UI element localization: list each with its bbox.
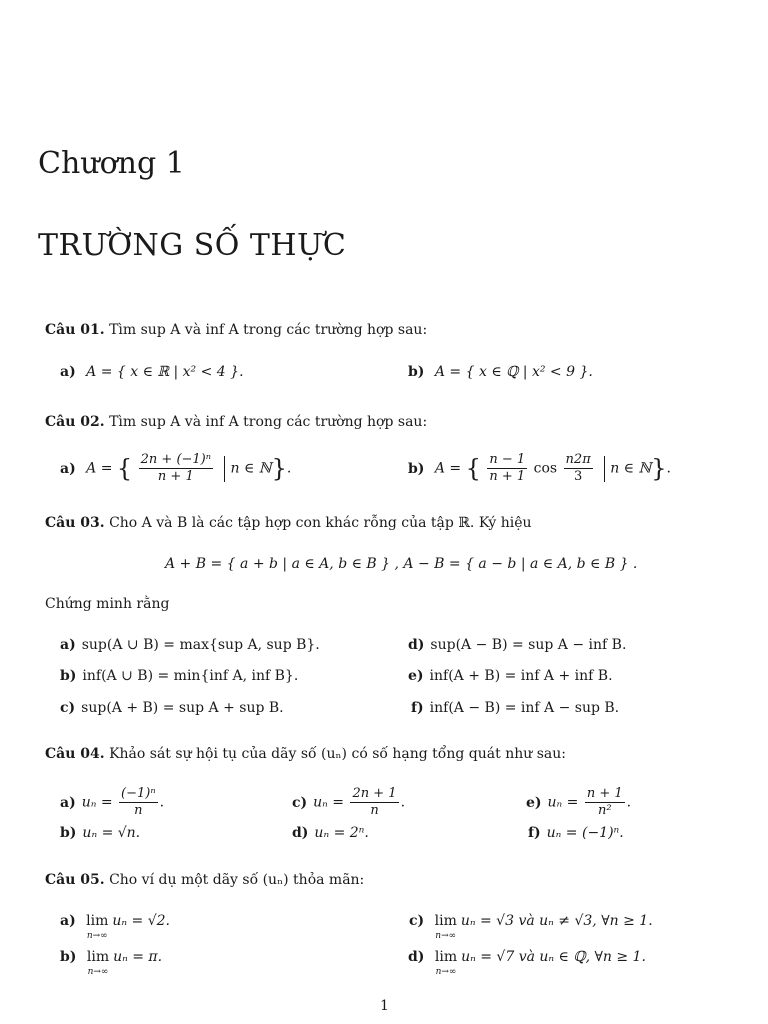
math-lhs: A = — [434, 460, 466, 477]
question-1-item-a — [60, 361, 244, 383]
fraction-denominator: n — [370, 803, 379, 818]
item-label: b) — [60, 949, 77, 965]
item-text: uₙ = (−1)ⁿ. — [546, 825, 624, 841]
item-text: inf(A − B) = inf A − sup B. — [429, 700, 620, 716]
fraction-denominator: 3 — [574, 469, 583, 484]
item-label: c) — [60, 700, 76, 716]
fraction-denominator: n² — [597, 803, 612, 818]
question-2-item-b: b) A = { $\frac{n - 1}{n + 1}$ cos $\frac{n2\pi}{3}$ n ∈ ℕ}. — [408, 452, 671, 484]
brace-close: } — [271, 454, 287, 483]
fraction — [119, 786, 158, 819]
limit-word: lim — [434, 913, 457, 929]
item-text: uₙ = π. — [113, 949, 163, 965]
question-4-label: Câu 04. — [45, 746, 105, 762]
question-3-item-e — [408, 665, 613, 687]
set-expression: A = { x ∈ ℚ | x² < 9 }. — [434, 364, 593, 380]
question-5-item-a — [60, 910, 170, 941]
brace-open: { — [465, 454, 481, 483]
item-text: sup(A − B) = sup A − inf B. — [430, 637, 627, 653]
limit-operator — [435, 946, 457, 977]
question-5-label: Câu 05. — [45, 872, 105, 888]
limit-word: lim — [86, 949, 110, 965]
question-4-item-b — [60, 822, 140, 844]
item-text: sup(A ∪ B) = max{sup A, sup B}. — [81, 637, 320, 653]
question-2-item-a: a) A = { $\frac{\text{2n + (−1)ⁿ}}{n + 1}$ n ∈ ℕ}. — [60, 452, 292, 484]
brace-close: } — [651, 454, 667, 483]
item-text: uₙ = √n. — [82, 825, 141, 841]
limit-subscript: n→∞ — [435, 931, 457, 941]
item-label: a) — [60, 913, 76, 929]
item-label: a) — [60, 460, 76, 477]
question-1 — [45, 320, 427, 340]
question-2-text: Tìm sup A và inf A trong các trường hợp sau: — [109, 414, 428, 430]
math-lhs: uₙ = — [547, 794, 579, 811]
set-condition: n ∈ ℕ — [230, 460, 272, 477]
item-text: uₙ = √2. — [112, 913, 170, 929]
math-lhs: uₙ = — [313, 794, 345, 811]
item-text: inf(A + B) = inf A + inf B. — [429, 668, 613, 684]
item-label: d) — [292, 825, 309, 841]
item-text: uₙ = 2ⁿ. — [314, 825, 369, 841]
limit-operator — [435, 910, 457, 941]
question-2 — [45, 412, 427, 432]
item-label: e) — [408, 668, 424, 684]
item-label: b) — [408, 364, 425, 380]
fraction — [585, 786, 625, 819]
question-2-label: Câu 02. — [45, 414, 105, 430]
question-4-item-a: a) uₙ = $\frac{\text{(−1)ⁿ}}{n}$ . — [60, 786, 165, 818]
item-label: b) — [60, 668, 77, 684]
item-label: e) — [526, 794, 542, 811]
set-bar — [604, 456, 605, 482]
question-1-text: Tìm sup A và inf A trong các trường hợp sau: — [109, 322, 428, 338]
math-lhs: A = — [86, 460, 117, 477]
math-lhs: uₙ = — [81, 794, 113, 811]
set-condition: n ∈ ℕ — [610, 460, 652, 477]
item-label: d) — [408, 949, 425, 965]
question-5-item-b — [60, 946, 162, 977]
item-label: b) — [60, 825, 77, 841]
question-5-item-d — [408, 946, 646, 977]
chapter-heading: Chương 1 — [38, 146, 185, 181]
question-1-label: Câu 01. — [45, 322, 105, 338]
question-3-label: Câu 03. — [45, 515, 105, 531]
question-5-item-c — [409, 910, 653, 941]
item-label: a) — [60, 364, 76, 380]
limit-subscript: n→∞ — [86, 931, 108, 941]
question-4-text: Khảo sát sự hội tụ của dãy số (uₙ) có số hạng tổng quát như sau: — [109, 746, 566, 762]
question-1-item-b — [408, 361, 593, 383]
limit-operator — [87, 946, 109, 977]
question-3-item-f — [411, 697, 619, 719]
question-3-item-b — [60, 665, 298, 687]
limit-word: lim — [86, 913, 109, 929]
prove-text: Chứng minh rằng — [45, 596, 170, 612]
page-number: 1 — [380, 998, 389, 1014]
item-label: a) — [60, 637, 76, 653]
set-bar — [224, 456, 225, 482]
limit-word: lim — [434, 949, 458, 965]
limit-subscript: n→∞ — [87, 967, 109, 977]
item-label: d) — [408, 637, 425, 653]
fraction-numerator: n + 1 — [586, 786, 623, 801]
fraction-numerator: 2n + (−1)ⁿ — [140, 452, 212, 467]
item-label: c) — [409, 913, 425, 929]
fraction-numerator: n2π — [565, 452, 591, 467]
question-3-item-d — [408, 634, 626, 656]
fraction-numerator: (−1)ⁿ — [121, 786, 156, 801]
item-text: inf(A ∪ B) = min{inf A, inf B}. — [82, 668, 299, 684]
chapter-title: TRƯỜNG SỐ THỰC — [38, 228, 347, 263]
question-3-text: Cho A và B là các tập hợp con khác rỗng của tập ℝ. Ký hiệu — [109, 515, 532, 531]
set-expression: A = { x ∈ ℝ | x² < 4 }. — [86, 364, 244, 380]
question-5-text: Cho ví dụ một dãy số (uₙ) thỏa mãn: — [109, 872, 365, 888]
item-label: a) — [60, 794, 76, 811]
question-4-item-d — [292, 822, 369, 844]
fraction-numerator: 2n + 1 — [352, 786, 397, 801]
fraction — [139, 452, 213, 485]
cos-function: cos — [533, 460, 558, 477]
fraction-denominator: n + 1 — [157, 469, 194, 484]
item-text: uₙ = √7 và uₙ ∈ ℚ, ∀n ≥ 1. — [461, 949, 646, 965]
item-text: uₙ = √3 và uₙ ≠ √3, ∀n ≥ 1. — [460, 913, 653, 929]
question-3 — [45, 513, 532, 533]
item-text: sup(A + B) = sup A + sup B. — [81, 700, 284, 716]
fraction-numerator: n − 1 — [489, 452, 526, 467]
limit-operator — [86, 910, 108, 941]
item-label: f) — [528, 825, 541, 841]
limit-subscript: n→∞ — [435, 967, 457, 977]
question-3-item-a — [60, 634, 320, 656]
question-4-item-e: e) uₙ = $\frac{n + 1}{\text{n²}}$ . — [526, 786, 632, 818]
question-4-item-f — [528, 822, 624, 844]
item-label: c) — [292, 794, 308, 811]
item-label: f) — [411, 700, 424, 716]
question-3-item-c — [60, 697, 284, 719]
item-label: b) — [408, 460, 425, 477]
fraction — [487, 452, 527, 485]
fraction — [350, 786, 398, 819]
fraction — [564, 452, 593, 485]
question-4-item-c: c) uₙ = $\frac{2n + 1}{n}$ . — [292, 786, 406, 818]
fraction-denominator: n + 1 — [489, 469, 526, 484]
display-equation: A + B = { a + b | a ∈ A, b ∈ B } , A − B = { a − b | a ∈ A, b ∈ B } . — [165, 556, 638, 572]
question-5 — [45, 870, 364, 890]
question-4 — [45, 744, 566, 764]
brace-open: { — [116, 454, 133, 483]
fraction-denominator: n — [134, 803, 143, 818]
